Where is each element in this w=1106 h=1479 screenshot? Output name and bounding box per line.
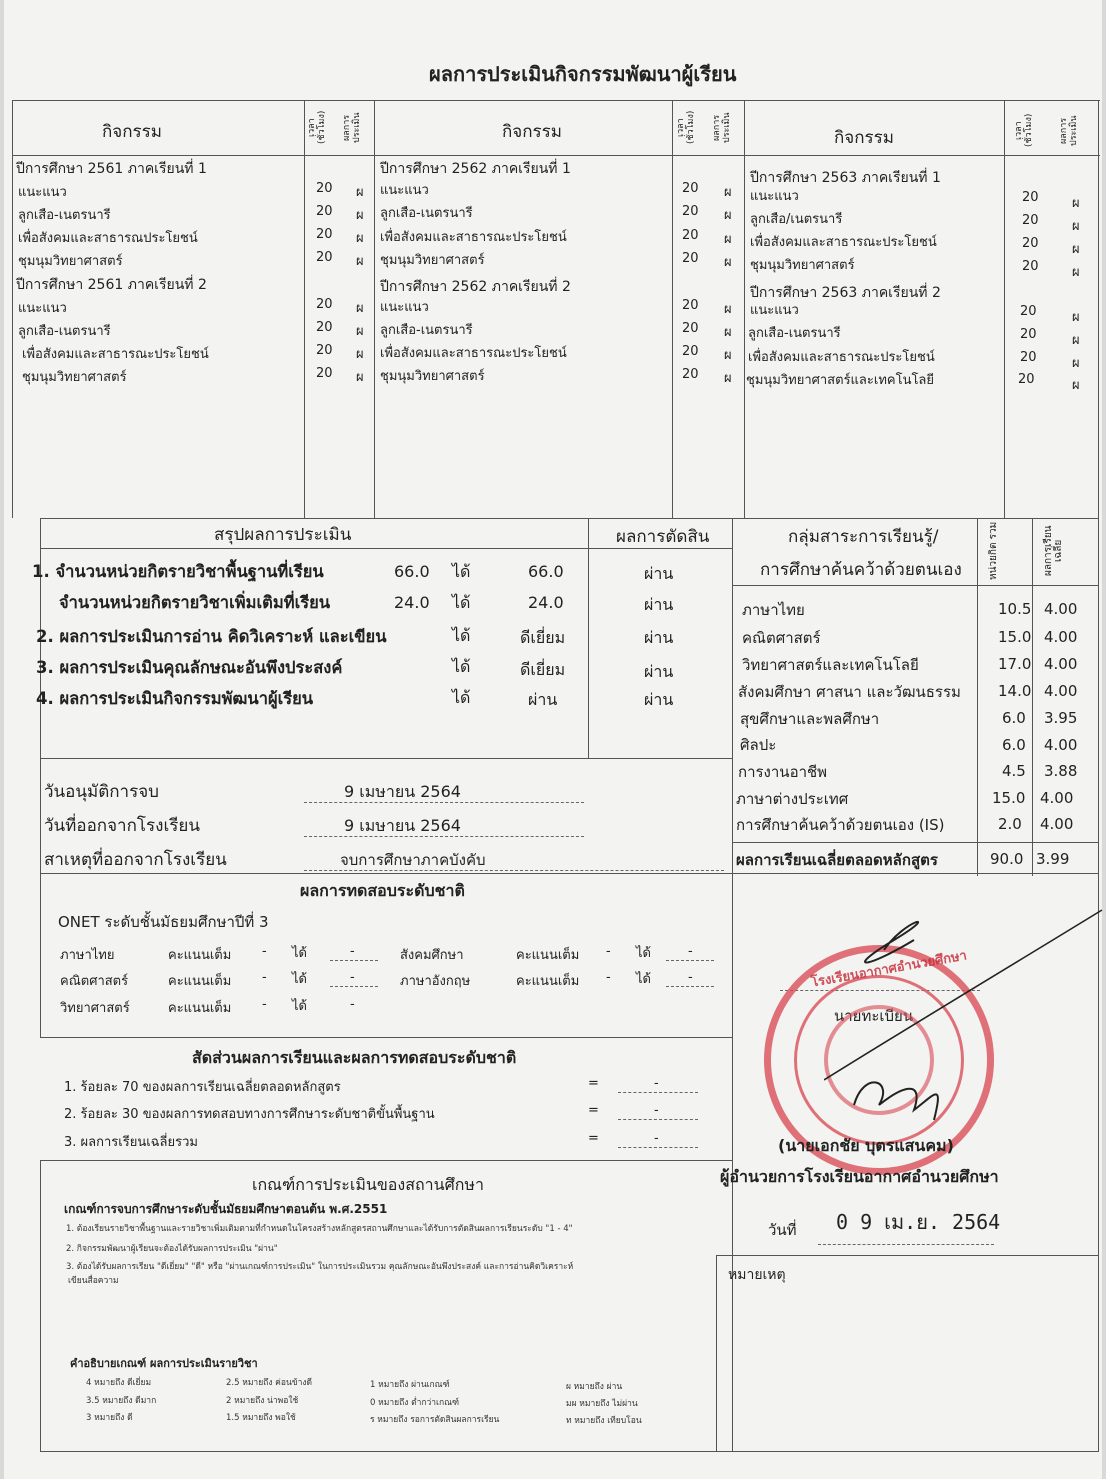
legend-entry: 0 หมายถึง ต่ำกว่าเกณฑ์	[370, 1398, 460, 1408]
summary-label: จำนวนหน่วยกิตรายวิชาเพิ่มเติมที่เรียน	[59, 593, 331, 612]
activity-result: ผ	[1072, 242, 1080, 257]
activity-result: ผ	[1072, 310, 1080, 325]
subject-name: สุขศึกษาและพลศึกษา	[740, 710, 880, 728]
registrar-title: นายทะเบียน	[834, 1007, 914, 1025]
subject-credits: 6.0	[1002, 709, 1026, 727]
criteria-subheading: เกณฑ์การจบการศึกษาระดับชั้นมัธยมศึกษาตอนต้น พ.ศ.2551	[64, 1202, 388, 1216]
transcript-page	[4, 0, 1102, 1479]
legend-heading: คำอธิบายเกณฑ์ ผลการประเมินรายวิชา	[70, 1357, 258, 1370]
seal-text: โรงเรียนอากาศอำนวยศึกษา	[810, 948, 968, 991]
onet-got-label: ได้	[292, 946, 307, 961]
ratio-value: -	[654, 1076, 659, 1091]
summary-got: ได้	[452, 626, 471, 645]
total-credits: 90.0	[990, 850, 1024, 868]
subject-credits: 2.0	[998, 815, 1022, 833]
onet-full-label: คะแนนเต็ม	[168, 948, 232, 963]
onet-got-value: -	[350, 970, 355, 985]
activity-hours: 20	[1020, 350, 1037, 365]
legend-entry: 3 หมายถึง ดี	[86, 1413, 133, 1423]
activity-result: ผ	[1072, 265, 1080, 280]
activity-hours: 20	[316, 320, 333, 335]
result-header-1: ผลการประเมิน	[342, 112, 362, 143]
activity-name: ลูกเสือ-เนตรนารี	[380, 323, 473, 338]
summary-label: 3. ผลการประเมินคุณลักษณะอันพึงประสงค์	[36, 658, 343, 677]
date-label: วันที่	[768, 1221, 797, 1239]
activity-name: ลูกเสือ-เนตรนารี	[18, 208, 111, 223]
approve-date: 9 เมษายน 2564	[344, 782, 461, 801]
activity-hours: 20	[682, 181, 699, 196]
grade-header: ผลการเรียน เฉลี่ย	[1043, 525, 1064, 577]
subject-credits: 4.5	[1002, 762, 1026, 780]
leave-label: วันที่ออกจากโรงเรียน	[44, 816, 200, 836]
summary-got: ได้	[452, 688, 471, 707]
activity-hours: 20	[1022, 190, 1039, 205]
criteria-heading: เกณฑ์การประเมินของสถานศึกษา	[252, 1175, 484, 1194]
activity-name: เพื่อสังคมและสาธารณประโยชน์	[18, 231, 198, 246]
subject-name: วิทยาศาสตร์และเทคโนโลยี	[742, 656, 919, 674]
reason-value: จบการศึกษาภาคบังคับ	[340, 851, 486, 869]
summary-decision: ผ่าน	[644, 595, 674, 614]
legend-entry: 2 หมายถึง น่าพอใช้	[226, 1396, 299, 1406]
hours-header-2: เวลา (ชั่วโมง)	[676, 110, 696, 145]
activity-name: เพื่อสังคมและสาธารณะประโยชน์	[380, 230, 567, 245]
subject-grade: 4.00	[1044, 736, 1078, 754]
activity-hours: 20	[1018, 372, 1035, 387]
subject-grade: 4.00	[1044, 600, 1078, 618]
director-title: ผู้อำนวยการโรงเรียนอากาศอำนวยศึกษา	[720, 1167, 999, 1186]
subject-grade: 4.00	[1040, 789, 1074, 807]
ratio-item: 1. ร้อยละ 70 ของผลการเรียนเฉลี่ยตลอดหลักสูตร	[64, 1080, 341, 1095]
activity-result: ผ	[1072, 378, 1080, 393]
activity-name: ลูกเสือ-เนตรนารี	[18, 324, 111, 339]
reason-label: สาเหตุที่ออกจากโรงเรียน	[44, 850, 227, 870]
activity-name: แนะแนว	[750, 303, 799, 318]
activity-result: ผ	[1072, 356, 1080, 371]
total-label: ผลการเรียนเฉลี่ยตลอดหลักสูตร	[736, 851, 938, 869]
criteria-line: 3. ต้องได้รับผลการเรียน "ดีเยี่ยม" "ดี" หรือ "ผ่านเกณฑ์การประเมิน" ในการประเมินรวม คุณลักษณะอันพึงประสงค์ และการอ่านคิดวิเคราะห์	[66, 1262, 574, 1272]
semester-heading: ปีการศึกษา 2561 ภาคเรียนที่ 2	[16, 277, 207, 293]
activity-result: ผ	[356, 185, 364, 200]
activity-hours: 20	[682, 251, 699, 266]
onet-full-label: คะแนนเต็ม	[168, 1001, 232, 1016]
legend-entry: 1.5 หมายถึง พอใช้	[226, 1413, 296, 1423]
onet-full-label: คะแนนเต็ม	[516, 948, 580, 963]
activity-name: เพื่อสังคมและสาธารณะประโยชน์	[748, 350, 935, 365]
summary-got: ได้	[452, 593, 471, 612]
activity-hours: 20	[316, 297, 333, 312]
activity-name: ลูกเสือ/เนตรนารี	[750, 212, 843, 227]
activity-result: ผ	[724, 325, 732, 340]
summary-value: 24.0	[394, 593, 430, 612]
activity-name: ชุมนุมวิทยาศาสตร์	[380, 253, 485, 268]
activity-header-3: กิจกรรม	[834, 128, 895, 148]
summary-label: 4. ผลการประเมินกิจกรรมพัฒนาผู้เรียน	[36, 689, 314, 708]
ratio-eq: =	[588, 1103, 599, 1118]
national-test-heading: ผลการทดสอบระดับชาติ	[300, 881, 465, 900]
activity-hours: 20	[682, 321, 699, 336]
signature-scribble	[824, 880, 1104, 1140]
subject-credits: 17.0	[998, 655, 1032, 673]
activity-result: ผ	[724, 302, 732, 317]
legend-entry: 3.5 หมายถึง ดีมาก	[86, 1396, 157, 1406]
activity-name: ลูกเสือ-เนตรนารี	[748, 326, 841, 341]
activity-hours: 20	[682, 204, 699, 219]
activity-name: เพื่อสังคมและสาธารณะประโยชน์	[380, 346, 567, 361]
onet-got-value: -	[688, 970, 693, 985]
activity-name: เพื่อสังคมและสาธารณะประโยชน์	[750, 235, 937, 250]
activity-name: ชุมนุมวิทยาศาสตร์	[18, 254, 123, 269]
summary-got: ได้	[452, 562, 471, 581]
subject-credits: 14.0	[998, 682, 1032, 700]
onet-got-value: -	[688, 944, 693, 959]
remarks-label: หมายเหตุ	[728, 1267, 786, 1283]
legend-entry: 1 หมายถึง ผ่านเกณฑ์	[370, 1380, 450, 1390]
activity-hours: 20	[1022, 236, 1039, 251]
activity-name: แนะแนว	[18, 185, 67, 200]
criteria-line: 1. ต้องเรียนรายวิชาพื้นฐานและรายวิชาเพิ่มเติมตามที่กำหนดในโครงสร้างหลักสูตรสถานศึกษาและได้รับการตัดสินผลการเรียนระดับ "1 - 4"	[66, 1224, 573, 1234]
subject-group-heading-2: การศึกษาค้นคว้าด้วยตนเอง	[760, 560, 962, 580]
activity-hours: 20	[1020, 304, 1037, 319]
activity-name: ชุมนุมวิทยาศาสตร์	[22, 370, 127, 385]
subject-name: การศึกษาค้นคว้าด้วยตนเอง (IS)	[736, 816, 945, 834]
subject-grade: 3.88	[1044, 762, 1078, 780]
onet-subject: สังคมศึกษา	[400, 948, 464, 963]
activity-header-2: กิจกรรม	[502, 122, 563, 142]
summary-label: 1. จำนวนหน่วยกิตรายวิชาพื้นฐานที่เรียน	[32, 562, 324, 581]
activity-hours: 20	[682, 298, 699, 313]
summary-decision: ผ่าน	[644, 690, 674, 709]
subject-grade: 4.00	[1044, 628, 1078, 646]
activity-name: ชุมนุมวิทยาศาสตร์	[380, 369, 485, 384]
hours-header-1: เวลา (ชั่วโมง)	[307, 110, 327, 145]
activity-result: ผ	[356, 324, 364, 339]
total-grade: 3.99	[1036, 850, 1070, 868]
date-value: 0 9 เม.ย. 2564	[836, 1210, 1001, 1234]
onet-full-value: -	[262, 997, 267, 1012]
activity-header-1: กิจกรรม	[102, 122, 163, 142]
activity-result: ผ	[356, 301, 364, 316]
ratio-heading: สัดส่วนผลการเรียนและผลการทดสอบระดับชาติ	[192, 1048, 517, 1067]
leave-date: 9 เมษายน 2564	[344, 816, 461, 835]
activity-result: ผ	[356, 254, 364, 269]
summary-value: 66.0	[394, 562, 430, 581]
subject-name: การงานอาชีพ	[738, 763, 828, 781]
summary-heading: สรุปผลการประเมิน	[214, 525, 352, 545]
subject-group-heading: กลุ่มสาระการเรียนรู้/	[788, 527, 939, 547]
approve-label: วันอนุมัติการจบ	[44, 782, 159, 802]
subject-name: ศิลปะ	[740, 736, 777, 754]
activity-result: ผ	[724, 208, 732, 223]
subject-credits: 10.5	[998, 600, 1032, 618]
activity-hours: 20	[1020, 327, 1037, 342]
legend-entry: 2.5 หมายถึง ค่อนข้างดี	[226, 1378, 313, 1388]
activity-name: ชุมนุมวิทยาศาสตร์และเทคโนโลยี	[746, 373, 935, 388]
summary-decision: ผ่าน	[644, 564, 674, 583]
ratio-eq: =	[588, 1076, 599, 1091]
hours-header-3: เวลา (ชั่วโมง)	[1014, 113, 1034, 148]
activity-name: ชุมนุมวิทยาศาสตร์	[750, 258, 855, 273]
activity-result: ผ	[724, 348, 732, 363]
activity-result: ผ	[356, 231, 364, 246]
activity-hours: 20	[682, 367, 699, 382]
subject-grade: 4.00	[1044, 655, 1078, 673]
activity-name: แนะแนว	[380, 183, 429, 198]
activity-result: ผ	[1072, 196, 1080, 211]
subject-name: ภาษาต่างประเทศ	[736, 790, 849, 808]
criteria-line: เขียนสื่อความ	[68, 1276, 119, 1286]
onet-got-value: -	[350, 944, 355, 959]
semester-heading: ปีการศึกษา 2562 ภาคเรียนที่ 1	[380, 161, 571, 177]
activity-hours: 20	[1022, 259, 1039, 274]
result-header-3: ผลการประเมิน	[1059, 115, 1079, 146]
activity-hours: 20	[682, 228, 699, 243]
onet-subject: ภาษาไทย	[60, 948, 115, 963]
activity-name: แนะแนว	[18, 301, 67, 316]
onet-full-value: -	[606, 944, 611, 959]
onet-full-label: คะแนนเต็ม	[516, 974, 580, 989]
summary-score: ดีเยี่ยม	[520, 628, 566, 647]
subject-credits: 15.0	[992, 789, 1026, 807]
semester-heading: ปีการศึกษา 2563 ภาคเรียนที่ 1	[750, 170, 941, 186]
ratio-value: -	[654, 1131, 659, 1146]
activity-result: ผ	[1072, 333, 1080, 348]
activity-hours: 20	[316, 181, 333, 196]
subject-grade: 4.00	[1040, 815, 1074, 833]
onet-subheading: ONET ระดับชั้นมัธยมศึกษาปีที่ 3	[58, 913, 269, 931]
summary-label: 2. ผลการประเมินการอ่าน คิดวิเคราะห์ และเขียน	[36, 627, 387, 646]
onet-got-label: ได้	[292, 999, 307, 1014]
activity-name: แนะแนว	[750, 189, 799, 204]
legend-entry: ร หมายถึง รอการตัดสินผลการเรียน	[370, 1415, 500, 1425]
director-name: (นายเอกชัย บุตรแสนคม)	[778, 1136, 954, 1155]
result-header-2: ผลการประเมิน	[712, 112, 732, 143]
summary-got: ได้	[452, 657, 471, 676]
activity-result: ผ	[724, 232, 732, 247]
onet-full-value: -	[262, 970, 267, 985]
legend-entry: ผ หมายถึง ผ่าน	[566, 1382, 623, 1392]
activity-result: ผ	[356, 347, 364, 362]
onet-full-label: คะแนนเต็ม	[168, 974, 232, 989]
summary-score: 24.0	[528, 593, 564, 612]
activity-result: ผ	[724, 371, 732, 386]
subject-credits: 6.0	[1002, 736, 1026, 754]
legend-entry: 4 หมายถึง ดีเยี่ยม	[86, 1378, 152, 1388]
onet-subject: คณิตศาสตร์	[60, 974, 129, 989]
semester-heading: ปีการศึกษา 2561 ภาคเรียนที่ 1	[16, 161, 207, 177]
onet-got-label: ได้	[292, 972, 307, 987]
activity-hours: 20	[1022, 213, 1039, 228]
subject-grade: 4.00	[1044, 682, 1078, 700]
summary-decision: ผ่าน	[644, 662, 674, 681]
activity-hours: 20	[316, 250, 333, 265]
activity-hours: 20	[682, 344, 699, 359]
ratio-item: 2. ร้อยละ 30 ของผลการทดสอบทางการศึกษาระดับชาติขั้นพื้นฐาน	[64, 1107, 435, 1122]
legend-entry: มผ หมายถึง ไม่ผ่าน	[566, 1399, 638, 1409]
legend-entry: ท หมายถึง เทียบโอน	[566, 1416, 642, 1426]
activity-result: ผ	[724, 185, 732, 200]
decision-heading: ผลการตัดสิน	[616, 527, 710, 547]
subject-grade: 3.95	[1044, 709, 1078, 727]
activity-hours: 20	[316, 343, 333, 358]
onet-subject: วิทยาศาสตร์	[60, 1001, 130, 1016]
subject-name: คณิตศาสตร์	[742, 629, 821, 647]
credits-header: หน่วยกิต รวม	[988, 521, 999, 581]
summary-decision: ผ่าน	[644, 628, 674, 647]
activity-result: ผ	[356, 208, 364, 223]
page-title: ผลการประเมินกิจกรรมพัฒนาผู้เรียน	[429, 62, 737, 86]
ratio-item: 3. ผลการเรียนเฉลี่ยรวม	[64, 1135, 198, 1150]
activity-hours: 20	[316, 366, 333, 381]
ratio-eq: =	[588, 1131, 599, 1146]
activity-name: เพื่อสังคมและสาธารณะประโยชน์	[22, 347, 209, 362]
onet-subject: ภาษาอังกฤษ	[400, 974, 471, 989]
summary-score: 66.0	[528, 562, 564, 581]
activity-name: แนะแนว	[380, 300, 429, 315]
onet-got-label: ได้	[636, 972, 651, 987]
semester-heading: ปีการศึกษา 2562 ภาคเรียนที่ 2	[380, 279, 571, 295]
onet-full-value: -	[606, 970, 611, 985]
criteria-line: 2. กิจกรรมพัฒนาผู้เรียนจะต้องได้รับผลการประเมิน "ผ่าน"	[66, 1244, 278, 1254]
activity-hours: 20	[316, 227, 333, 242]
summary-score: ผ่าน	[528, 690, 558, 709]
activity-name: ลูกเสือ-เนตรนารี	[380, 206, 473, 221]
subject-credits: 15.0	[998, 628, 1032, 646]
summary-score: ดีเยี่ยม	[520, 660, 566, 679]
subject-name: ภาษาไทย	[742, 601, 805, 619]
activity-result: ผ	[1072, 219, 1080, 234]
onet-got-value: -	[350, 997, 355, 1012]
onet-full-value: -	[262, 944, 267, 959]
ratio-value: -	[654, 1103, 659, 1118]
activity-hours: 20	[316, 204, 333, 219]
activity-result: ผ	[724, 255, 732, 270]
activity-result: ผ	[356, 370, 364, 385]
onet-got-label: ได้	[636, 946, 651, 961]
subject-name: สังคมศึกษา ศาสนา และวัฒนธรรม	[738, 683, 961, 701]
semester-heading: ปีการศึกษา 2563 ภาคเรียนที่ 2	[750, 285, 941, 301]
